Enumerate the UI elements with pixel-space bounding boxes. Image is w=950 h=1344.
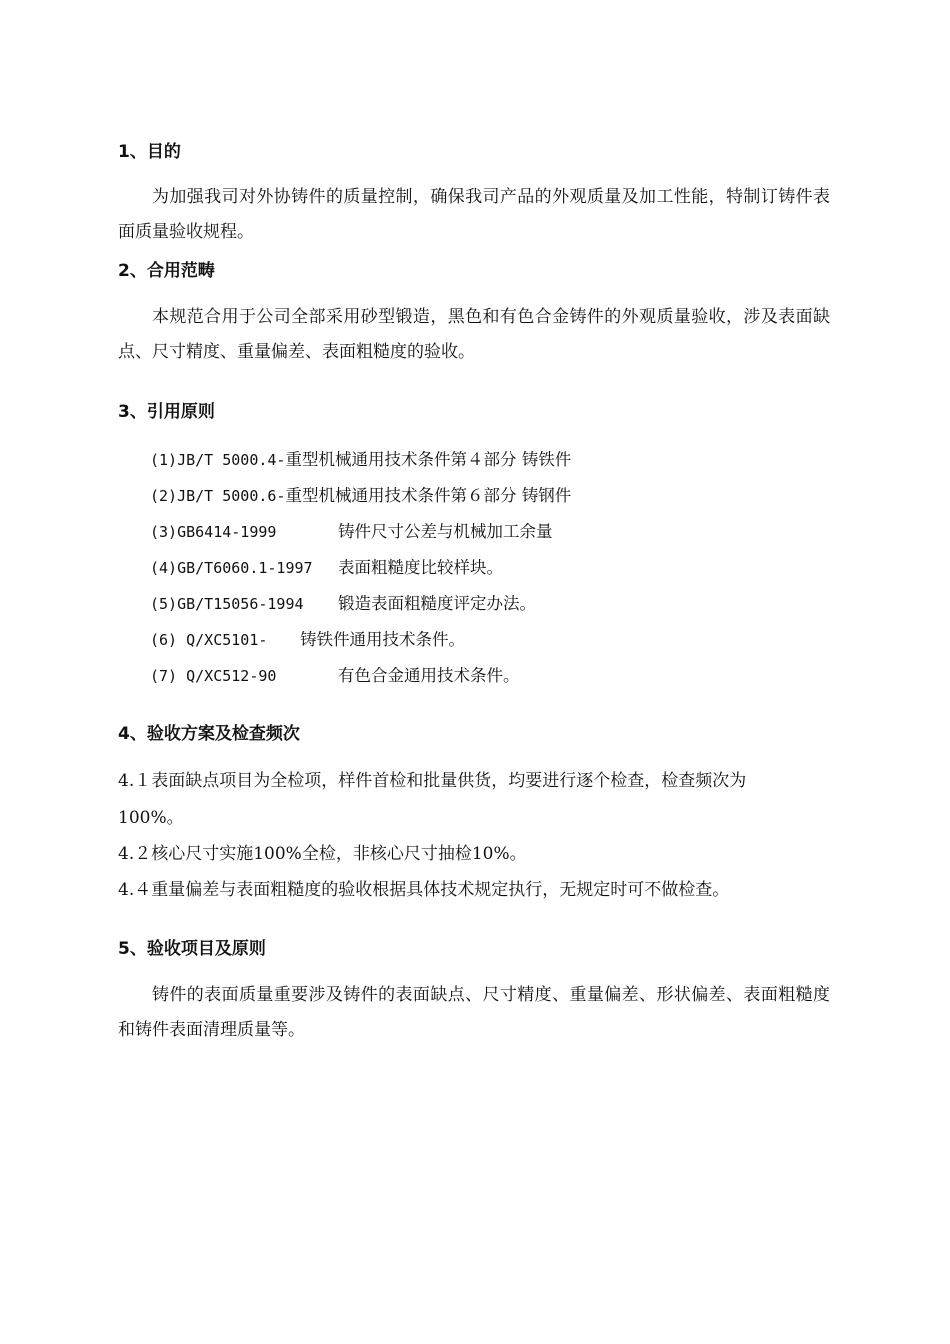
reference-code: (6) Q/XC5101- xyxy=(150,631,268,649)
reference-item xyxy=(150,520,553,544)
reference-code: (1)JB/T 5000.4- xyxy=(150,451,286,469)
section-heading-plan: 4、验收方案及检查频次 xyxy=(118,724,300,744)
section-heading-purpose: 1、目的 xyxy=(118,142,181,162)
reference-code: (3)GB6414-1999 xyxy=(150,523,277,541)
reference-item xyxy=(150,484,571,508)
reference-code: (5)GB/T15056-1994 xyxy=(150,595,304,613)
section-heading-references: 3、引用原则 xyxy=(118,402,215,422)
plan-item-text: 4.１表面缺点项目为全检项，样件首检和批量供货，均要进行逐个检查，检查频次为 xyxy=(118,771,747,791)
reference-code: (4)GB/T6060.1-1997 xyxy=(150,559,313,577)
reference-item xyxy=(150,664,520,688)
plan-item-text-continued: 100%。 xyxy=(118,808,184,828)
reference-title: 有色合金通用技术条件。 xyxy=(338,666,520,685)
reference-title: 重型机械通用技术条件第６部分 铸钢件 xyxy=(285,486,572,505)
reference-title: 铸件尺寸公差与机械加工余量 xyxy=(338,522,553,541)
section-heading-items: 5、验收项目及原则 xyxy=(118,939,266,959)
reference-title: 重型机械通用技术条件第４部分 铸铁件 xyxy=(285,450,572,469)
reference-code: (2)JB/T 5000.6- xyxy=(150,487,286,505)
reference-title: 表面粗糙度比较样块。 xyxy=(338,558,503,577)
reference-item xyxy=(150,628,465,652)
section-body-purpose: 为加强我司对外协铸件的质量控制，确保我司产品的外观质量及加工性能，特制订铸件表面质量验收规程。 xyxy=(118,187,830,242)
reference-item xyxy=(150,556,503,580)
section-heading-scope: 2、合用范畴 xyxy=(118,261,215,281)
plan-item-text: 4.２核心尺寸实施100%全检，非核心尺寸抽检10%。 xyxy=(118,844,527,864)
plan-item-text: 4.４重量偏差与表面粗糙度的验收根据具体技术规定执行，无规定时可不做检查。 xyxy=(118,880,730,900)
reference-item xyxy=(150,448,571,472)
reference-code: (7) Q/XC512-90 xyxy=(150,667,277,685)
reference-title: 铸铁件通用技术条件。 xyxy=(300,630,465,649)
section-body-items: 铸件的表面质量重要涉及铸件的表面缺点、尺寸精度、重量偏差、形状偏差、表面粗糙度和铸件表面清理质量等。 xyxy=(118,985,830,1040)
reference-title: 锻造表面粗糙度评定办法。 xyxy=(338,594,536,613)
section-body-scope: 本规范合用于公司全部采用砂型锻造，黑色和有色合金铸件的外观质量验收，涉及表面缺点、尺寸精度、重量偏差、表面粗糙度的验收。 xyxy=(118,307,830,362)
reference-item xyxy=(150,592,536,616)
